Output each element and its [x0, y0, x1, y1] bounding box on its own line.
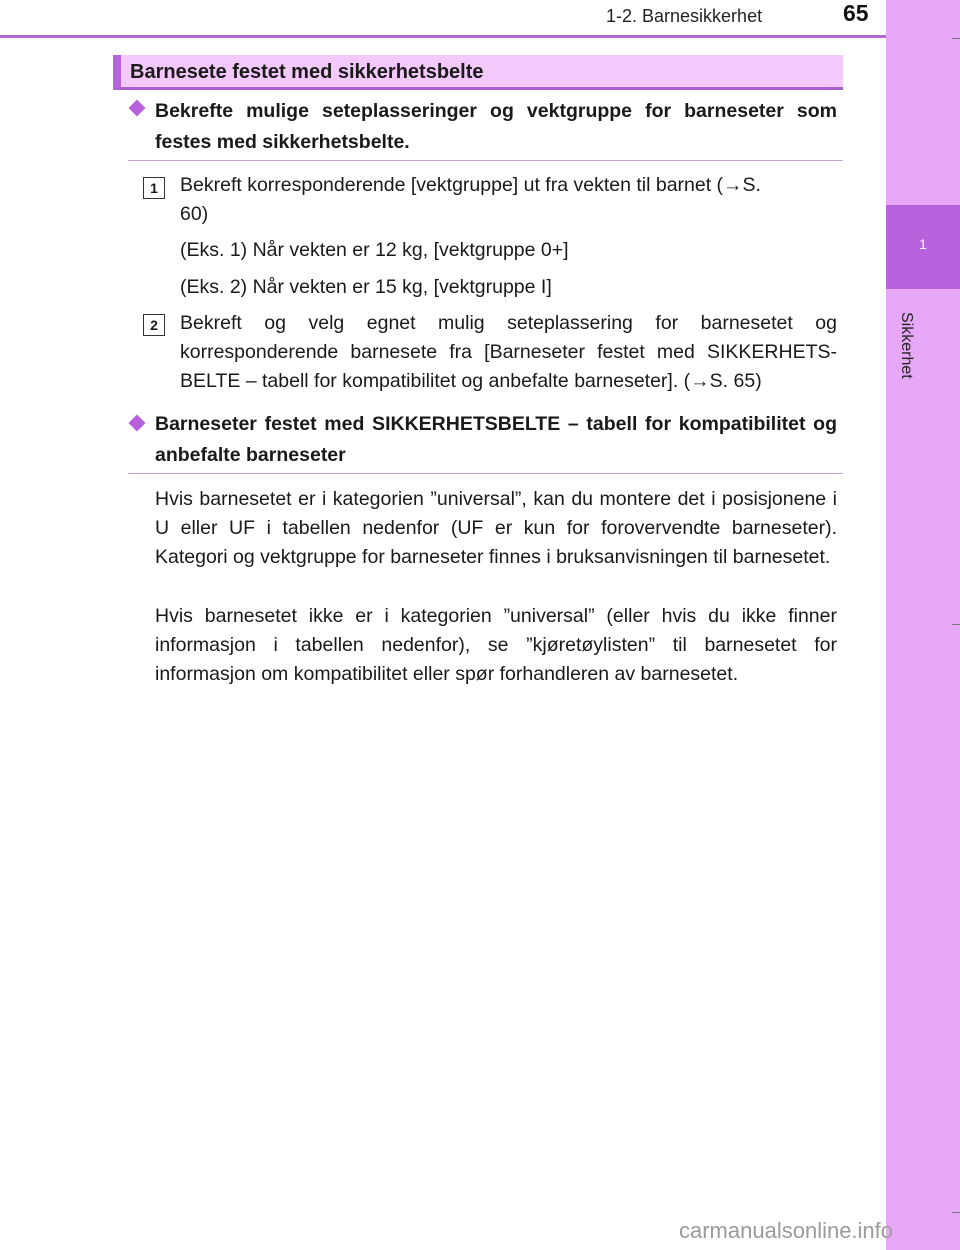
step-1-example-2: (Eks. 2) Når vekten er 15 kg, [vektgruppe I]: [180, 276, 552, 298]
diamond-bullet-icon: [129, 100, 146, 117]
tab-tick-mark: [952, 624, 960, 625]
step-2-text: Bekreft og velg egnet mulig seteplassering for barnesetet og korresponderende barnesete fra [Barneseter festet med SIKKERHETS-BELTE – tabell for kompatibilitet og anbefalte barneseter]. (→S. 65): [180, 312, 837, 392]
step-number-box: 1: [143, 177, 165, 199]
chapter-number: 1: [919, 236, 927, 252]
subheading-compatibility-table: Barneseter festet med SIKKERHETSBELTE – tabell for kompatibilitet og anbefalte barneseter: [155, 413, 837, 466]
step-1-text: Bekreft korresponderende [vektgruppe] ut fra vekten til barnet (→S. 60): [180, 174, 761, 225]
running-header-section: 1-2. Barnesikkerhet: [606, 6, 763, 26]
subheading-divider: [128, 160, 843, 161]
subheading-positions: Bekrefte mulige seteplasseringer og vektgruppe for barneseter som festes med sikkerhetsbelte.: [155, 100, 837, 153]
diamond-bullet-icon: [129, 415, 146, 432]
header-rule: [0, 35, 886, 38]
tab-tick-mark: [952, 1212, 960, 1213]
chapter-label: Sikkerhet: [898, 312, 915, 379]
subheading-divider: [128, 473, 843, 474]
paragraph-not-universal: Hvis barnesetet ikke er i kategorien ”universal” (eller hvis du ikke finner informasjon i tabellen nedenfor), se ”kjøretøylisten” til barnesetet for informasjon om kompatibilitet eller spør forhandleren av barnesetet.: [155, 605, 837, 685]
watermark: carmanualsonline.info: [679, 1218, 894, 1243]
paragraph-universal: Hvis barnesetet er i kategorien ”universal”, kan du montere det i posisjonene i U eller UF i tabellen nedenfor (UF er kun for forovervendte barneseter). Kategori og vektgruppe for barneseter finnes i bruksanvisningen til barnesetet.: [155, 488, 837, 568]
page-number: 65: [843, 0, 869, 26]
chapter-tab-strip: [886, 0, 960, 1250]
section-title: Barnesete festet med sikkerhetsbelte: [130, 61, 484, 83]
step-1-example-1: (Eks. 1) Når vekten er 12 kg, [vektgruppe 0+]: [180, 239, 569, 261]
tab-tick-mark: [952, 38, 960, 39]
step-number-box: 2: [143, 314, 165, 336]
